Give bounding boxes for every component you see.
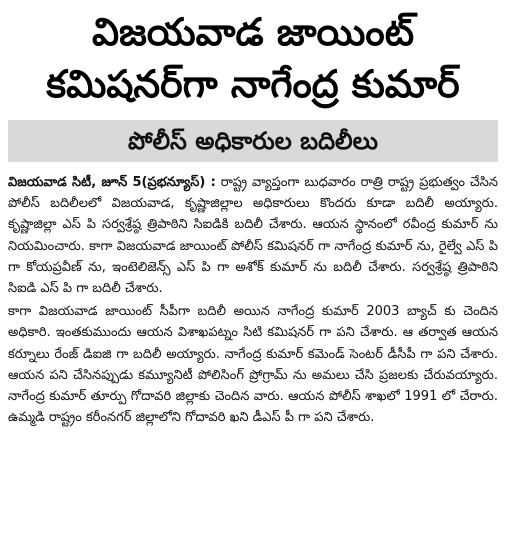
subheadline-banner: పోలీస్ అధికారుల బదిలీలు xyxy=(8,120,498,162)
headline-line-2: కమిషనర్‌గా నాగేంద్ర కుమార్ xyxy=(46,62,460,106)
paragraph-1 xyxy=(8,172,498,299)
paragraph-2: కాగా విజయవాడ జాయింట్ సీపీగా బదిలీ అయిన నాగేంద్ర కుమార్ 2003 బ్యాచ్ కు చెందిన అధికారి. ఇంతకుముందు ఆయన విశాఖపట్నం సిటి కమిషనర్ గా పని చేశారు. ఆ తర్వాత ఆయన కర్నూలు రేంజ్ డిఐజి గా బదిలీ అయ్యారు. నాగేంద్ర కుమార్ కమెండ్ సెంటర్ డీసీపీ గా పని చేశారు. ఆయన పని చేసినప్పుడు కమ్యూనిటీ పోలిసింగ్ ప్రోగ్రామ్ ను అమలు చేసి ప్రజలకు చేరువయ్యారు. నాగేంద్ర కుమార్ తూర్పు గోదావరి జిల్లాకు చెందిన వారు. ఆయన పోలీస్ శాఖలో 1991 లో చేరారు. ఉమ్మడి రాష్ట్రం కరీంనగర్ జిల్లాలోని గోదావరి ఖని డీఎస్ పీ గా పని చేశారు. xyxy=(8,304,498,426)
headline-line-1: విజయవాడ జాయింట్ xyxy=(91,10,415,54)
paragraph-1-text: రాష్ట్ర వ్యాప్తంగా బుధవారం రాత్రి రాష్ట్ర ప్రభుత్వం చేసిన పోలీస్ బదిలీలలో విజయవాడ, కృష్ణాజిల్లాల అధికారులు కొందరు కూడా బదిలీ అయ్యారు. కృష్ణాజిల్లా ఎస్ పి సర్వశ్రేష్ఠ త్రిపాఠిని సిఐడికి బదిలీ చేశారు. ఆయన స్థానంలో రవీంద్ర కుమార్ ను నియమించారు. కాగా విజయవాడ జాయింట్ పోలీస్ కమిషనర్ గా నాగేంద్ర కుమార్ ను, రైల్వే ఎస్ పి గా కోయప్రవీణ్ ను, ఇంటెలిజెన్స్ ఎస్ పి గా అశోక్ కుమార్ ను బదిలీ చేశారు. సర్వశ్రేష్ఠ త్రిపాఠిని సిఐడి ఎస్ పి గా బదిలీ చేశారు. xyxy=(8,175,499,297)
article-body xyxy=(8,172,498,428)
headline xyxy=(8,0,498,110)
dateline: విజయవాడ సిటీ, జూన్ 5(ప్రభన్యూస్) : xyxy=(8,175,216,190)
